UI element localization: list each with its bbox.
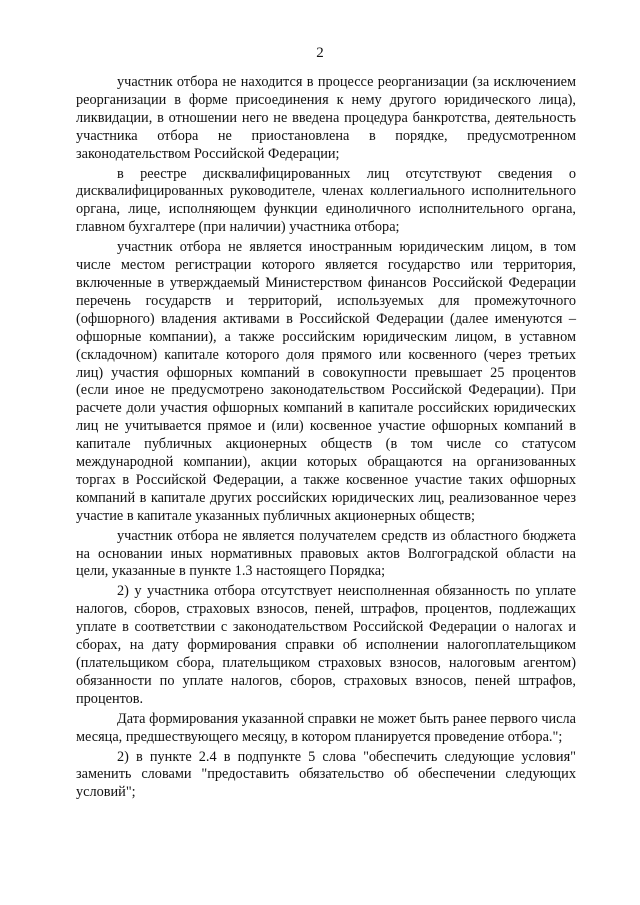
document-body	[76, 74, 576, 802]
page-number: 2	[316, 45, 324, 61]
paragraph-amendment-2-4: 2) в пункте 2.4 в подпункте 5 слова "обеспечить следующие условия" заменить словами "предоставить обязательство об обеспечении следующих условий";	[76, 748, 576, 801]
paragraph-certificate-date: Дата формирования указанной справки не может быть ранее первого числа месяца, предшествующего месяцу, в котором планируется проведение отбора.";	[76, 710, 576, 745]
paragraph-regional-budget: участник отбора не является получателем средств из областного бюджета на основании иных нормативных правовых актов Волгоградской области на цели, указанные в пункте 1.3 настоящего Порядка;	[76, 527, 576, 580]
paragraph-offshore-companies: участник отбора не является иностранным юридическим лицом, в том числе местом регистрации которого является государство или территория, включенные в утверждаемый Министерством финансов Российской Федерации перечень государств и территорий, используемых для промежуточного (офшорного) владения активами в Российской Федерации (далее именуются – офшорные компании), а также российским юридическим лицом, в уставном (складочном) капитале которого доля прямого или косвенного (через третьих лиц) участия офшорных компаний в совокупности превышает 25 процентов (если иное не предусмотрено законодательством Российской Федерации). При расчете доли участия офшорных компаний в капитале российских юридических лиц не учитывается прямое и (или) косвенное участие офшорных компаний в капитале публичных акционерных обществ (в том числе со статусом международной компании), акции которых обращаются на организованных торгах в Российской Федерации, а также косвенное участие таких офшорных компаний в капитале других российских юридических лиц, реализованное через участие в капитале указанных публичных акционерных обществ;	[76, 239, 576, 524]
paragraph-tax-obligations: 2) у участника отбора отсутствует неисполненная обязанность по уплате налогов, сборов, страховых взносов, пеней, штрафов, процентов, подлежащих уплате в соответствии с законодательством Российской Федерации о налогах и сборах, на дату формирования справки об исполнении налогоплательщиком (плательщиком сбора, плательщиком страховых взносов, налоговым агентом) обязанности по уплате налогов, сборов, страховых взносов, пеней штрафов, процентов.	[76, 583, 576, 707]
paragraph-reorganization: участник отбора не находится в процессе реорганизации (за исключением реорганизации в форме присоединения к нему другого юридического лица), ликвидации, в отношении него не введена процедура банкротства, деятельность участника отбора не приостановлена в порядке, предусмотренном законодательством Российской Федерации;	[76, 74, 576, 162]
paragraph-disqualified-persons: в реестре дисквалифицированных лиц отсутствуют сведения о дисквалифицированных руководителе, членах коллегиального исполнительного органа, лице, исполняющем функции единоличного исполнительного органа, главном бухгалтере (при наличии) участника отбора;	[76, 165, 576, 236]
